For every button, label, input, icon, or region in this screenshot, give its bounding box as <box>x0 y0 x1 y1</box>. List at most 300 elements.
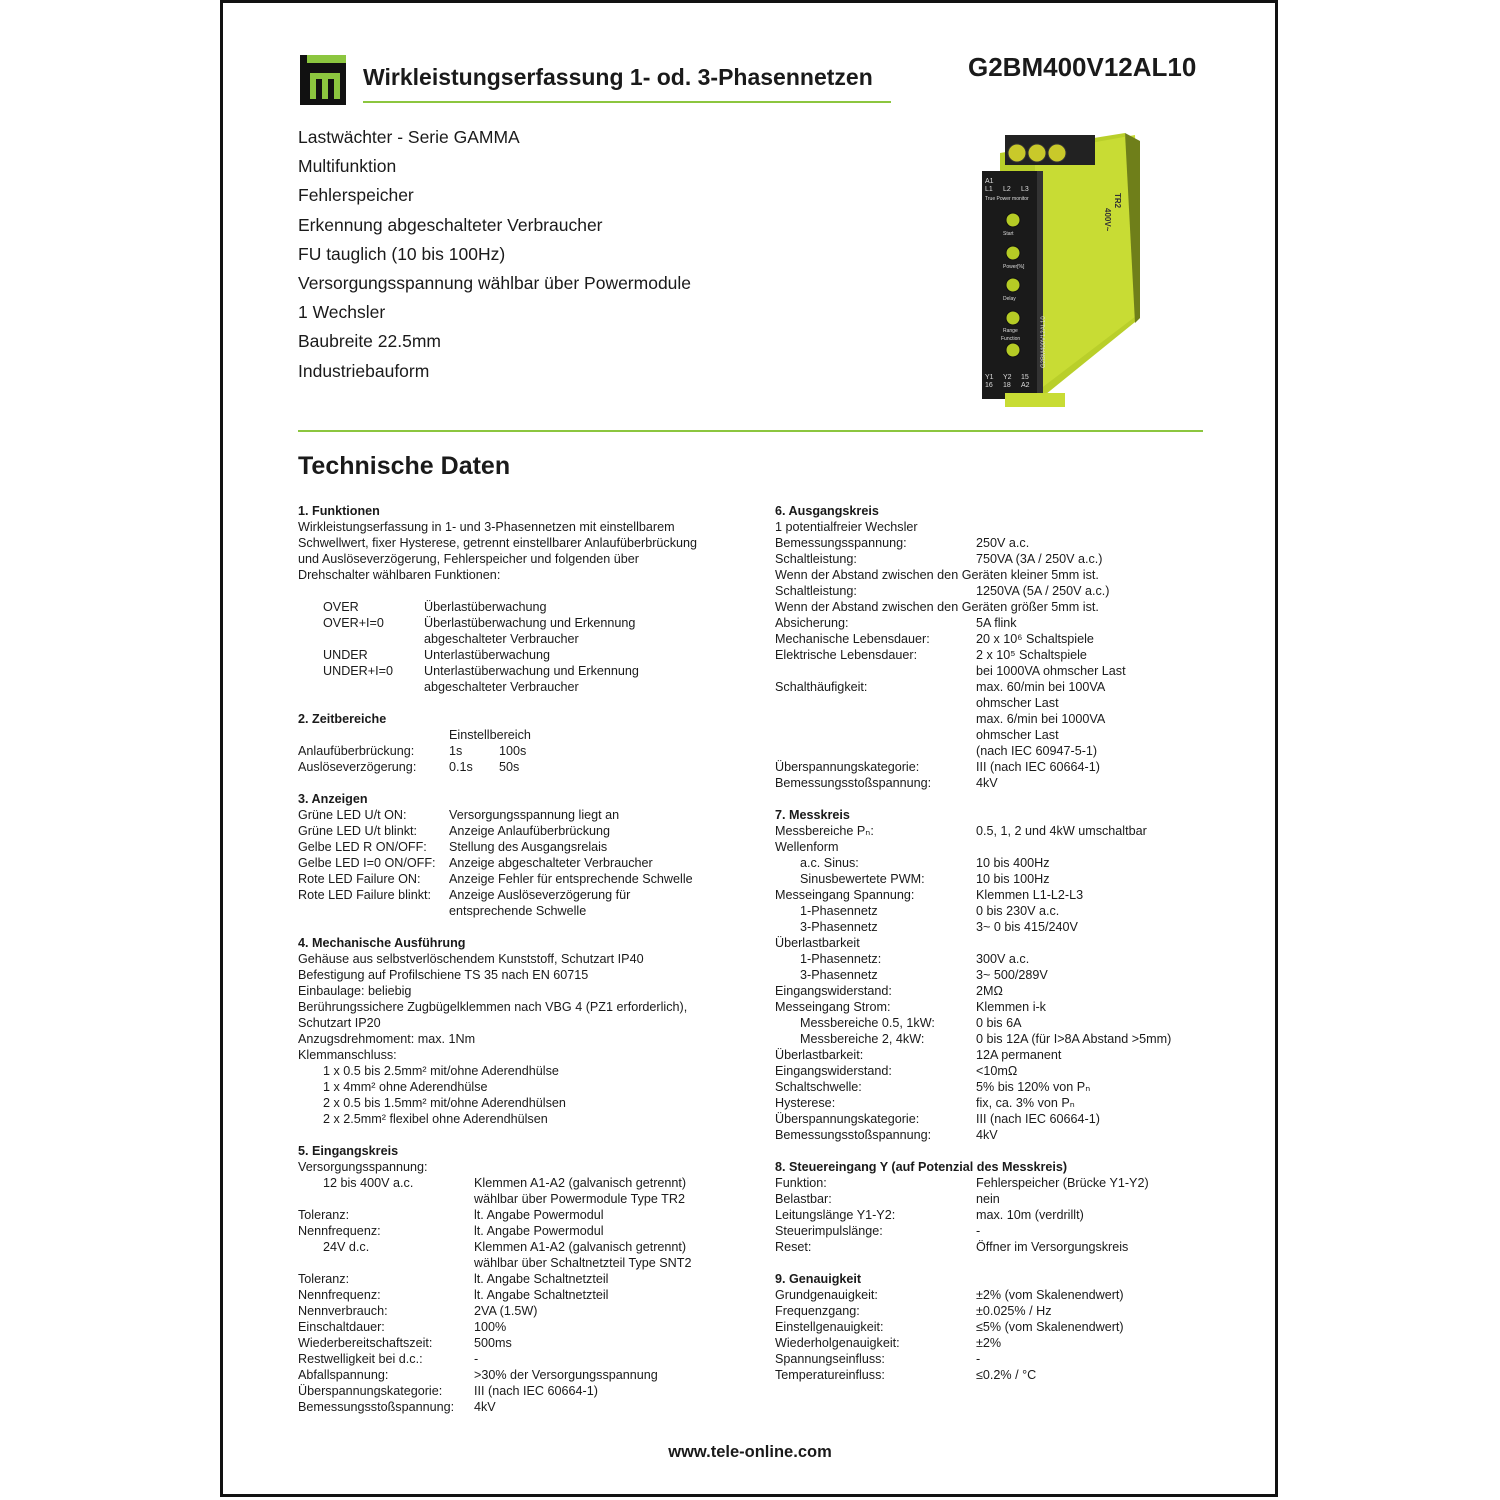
range-header: Einstellbereich <box>449 728 531 742</box>
data-row <box>298 1239 738 1255</box>
data-row <box>298 1191 738 1207</box>
terminal-label: A2 <box>1021 382 1030 389</box>
row-label: 3-Phasennetz <box>800 968 878 982</box>
row-value: fix, ca. 3% von Pₙ <box>976 1096 1075 1110</box>
terminal-label: L3 <box>1021 186 1029 193</box>
row-value: - <box>976 1352 981 1366</box>
data-row <box>775 1367 1195 1383</box>
row-label: Eingangswiderstand: <box>775 1064 892 1078</box>
row-value: bei 1000VA ohmscher Last <box>976 664 1126 678</box>
row-value: 2VA (1.5W) <box>474 1304 538 1318</box>
data-row <box>775 1319 1195 1335</box>
row-value: - <box>474 1352 479 1366</box>
row-label: Gelbe LED I=0 ON/OFF: <box>298 856 436 870</box>
section-heading: 2. Zeitbereiche <box>298 712 387 726</box>
row-value: >30% der Versorgungsspannung <box>474 1368 658 1382</box>
data-row <box>775 759 1195 775</box>
row-label: 24V d.c. <box>323 1240 370 1254</box>
paragraph-line: Befestigung auf Profilschiene TS 35 nach EN 60715 <box>298 968 589 982</box>
row-value: ±0.025% / Hz <box>976 1304 1052 1318</box>
row-value: 4kV <box>976 776 998 790</box>
section-heading: 3. Anzeigen <box>298 792 368 806</box>
row-value: entsprechende Schwelle <box>449 904 587 918</box>
data-row <box>775 1175 1195 1191</box>
row-label: Messeingang Strom: <box>775 1000 891 1014</box>
data-row <box>775 615 1195 631</box>
row-value: Öffner im Versorgungskreis <box>976 1240 1129 1254</box>
data-row <box>775 695 1195 711</box>
section-heading: 6. Ausgangskreis <box>775 504 879 518</box>
row-label: Überlastbarkeit <box>775 936 860 950</box>
data-row <box>775 967 1195 983</box>
data-row <box>298 1287 738 1303</box>
function-row <box>298 615 738 631</box>
row-label: Grüne LED U/t ON: <box>298 808 407 822</box>
row-value: lt. Angabe Schaltnetzteil <box>474 1288 609 1302</box>
row-value: 250V a.c. <box>976 536 1030 550</box>
function-name: OVER+I=0 <box>323 616 384 630</box>
data-row <box>298 1335 738 1351</box>
data-row <box>775 663 1195 679</box>
row-value: 4kV <box>976 1128 998 1142</box>
function-desc: abgeschalteter Verbraucher <box>424 680 579 694</box>
row-label: Schaltschwelle: <box>775 1080 862 1094</box>
spacer <box>775 791 1195 807</box>
data-row <box>775 839 1195 855</box>
row-label <box>775 727 976 743</box>
row-label: Restwelligkeit bei d.c.: <box>298 1352 423 1366</box>
paragraph-line: Anzugsdrehmoment: max. 1Nm <box>298 1032 476 1046</box>
row-value: Klemmen L1-L2-L3 <box>976 888 1084 902</box>
data-row <box>775 567 1195 583</box>
row-value <box>474 1159 738 1175</box>
row-value: <10mΩ <box>976 1064 1018 1078</box>
row-value: 10 bis 100Hz <box>976 872 1050 886</box>
row-value: Stellung des Ausgangsrelais <box>449 840 608 854</box>
row-label <box>298 1191 474 1207</box>
data-row <box>775 1031 1195 1047</box>
row-label: Abfallspannung: <box>298 1368 389 1382</box>
function-name <box>298 679 424 695</box>
data-row <box>775 1015 1195 1031</box>
row-value: ±2% (vom Skalenendwert) <box>976 1288 1124 1302</box>
row-label: Wellenform <box>775 840 839 854</box>
row-value: 0 bis 12A (für I>8A Abstand >5mm) <box>976 1032 1172 1046</box>
function-desc: Überlastüberwachung <box>424 600 547 614</box>
data-row <box>298 1255 738 1271</box>
data-row <box>298 871 738 887</box>
feature-item: FU tauglich (10 bis 100Hz) <box>298 243 506 264</box>
row-value: III (nach IEC 60664-1) <box>474 1384 598 1398</box>
section-heading: 5. Eingangskreis <box>298 1144 399 1158</box>
feature-item: Lastwächter - Serie GAMMA <box>298 127 520 147</box>
feature-item: 1 Wechsler <box>298 302 386 323</box>
row-label: Messbereiche 0.5, 1kW: <box>800 1016 935 1030</box>
row-value <box>976 839 1195 855</box>
product-code: G2BM400V12AL10 <box>968 52 1197 82</box>
row-label: Rote LED Failure blinkt: <box>298 888 431 902</box>
row-value: ≤0.2% / °C <box>976 1368 1037 1382</box>
data-row <box>298 1351 738 1367</box>
row-label: Messbereiche 2, 4kW: <box>800 1032 925 1046</box>
row-label: Absicherung: <box>775 616 849 630</box>
data-row <box>775 1303 1195 1319</box>
data-row <box>775 903 1195 919</box>
module-voltage: 400V~ <box>1103 208 1112 232</box>
data-row <box>298 887 738 903</box>
data-row <box>775 1239 1195 1255</box>
data-row <box>775 999 1195 1015</box>
row-value: wählbar über Powermodule Type TR2 <box>474 1192 685 1206</box>
time-row <box>298 759 738 775</box>
footer-url: www.tele-online.com <box>668 1443 832 1461</box>
data-row <box>775 1223 1195 1239</box>
row-value: 10 bis 400Hz <box>976 856 1050 870</box>
row-label: Versorgungsspannung: <box>298 1160 428 1174</box>
row-value: Anzeige Fehler für entsprechende Schwelle <box>449 872 693 886</box>
row-value: (nach IEC 60947-5-1) <box>976 744 1098 758</box>
data-row <box>298 1159 738 1175</box>
right-column <box>775 503 1195 1383</box>
data-row <box>775 1351 1195 1367</box>
row-label: Spannungseinfluss: <box>775 1352 885 1366</box>
row-label: Nennfrequenz: <box>298 1224 381 1238</box>
row-value: III (nach IEC 60664-1) <box>976 760 1100 774</box>
row-value: 0.5, 1, 2 und 4kW umschaltbar <box>976 824 1147 838</box>
range-max: 100s <box>499 744 527 758</box>
data-row <box>775 871 1195 887</box>
data-row <box>298 823 738 839</box>
row-label: Toleranz: <box>298 1208 350 1222</box>
row-label <box>775 663 976 679</box>
terminal-label: L2 <box>1003 186 1011 193</box>
paragraph-line: Berührungssichere Zugbügelklemmen nach VBG 4 (PZ1 erforderlich), <box>298 1000 688 1014</box>
row-label: Bemessungsspannung: <box>775 536 907 550</box>
row-value: Klemmen A1-A2 (galvanisch getrennt) <box>474 1176 687 1190</box>
row-label: Schaltleistung: <box>775 584 857 598</box>
row-label: Wiederbereitschaftszeit: <box>298 1336 433 1350</box>
data-row <box>775 1047 1195 1063</box>
data-row <box>775 519 1195 535</box>
knob-label: Power[%] <box>1003 264 1025 270</box>
row-label: a.c. Sinus: <box>800 856 859 870</box>
spacer <box>775 1143 1195 1159</box>
row-value: 300V a.c. <box>976 952 1030 966</box>
terminal-label: L1 <box>985 186 993 193</box>
range-min: 0.1s <box>449 760 473 774</box>
row-value: ±2% <box>976 1336 1002 1350</box>
row-value: Anzeige Auslöseverzögerung für <box>449 888 631 902</box>
row-label: Schalthäufigkeit: <box>775 680 868 694</box>
data-row <box>775 887 1195 903</box>
paragraph-line: Einbaulage: beliebig <box>298 984 412 998</box>
row-label <box>298 903 449 919</box>
row-label: Nennverbrauch: <box>298 1304 388 1318</box>
function-name <box>298 631 424 647</box>
function-desc: Überlastüberwachung und Erkennung <box>424 616 636 630</box>
row-value: 0 bis 6A <box>976 1016 1022 1030</box>
row-label: Frequenzgang: <box>775 1304 860 1318</box>
paragraph-line: Schwellwert, fixer Hysterese, getrennt einstellbarer Anlaufüberbrückung <box>298 536 698 550</box>
section-heading: 7. Messkreis <box>775 808 850 822</box>
function-name: UNDER <box>323 648 368 662</box>
data-row <box>775 951 1195 967</box>
row-label: Schaltleistung: <box>775 552 857 566</box>
function-row <box>298 663 738 679</box>
data-row <box>775 823 1195 839</box>
data-row <box>775 775 1195 791</box>
data-row <box>298 1399 738 1415</box>
data-row <box>775 1191 1195 1207</box>
row-label <box>298 1255 474 1271</box>
row-value: 750VA (3A / 250V a.c.) <box>976 552 1103 566</box>
row-value: 500ms <box>474 1336 512 1350</box>
device-brand: True Power monitor <box>985 196 1029 202</box>
row-label: Überspannungskategorie: <box>775 760 920 774</box>
module-label: TR2 <box>1113 193 1122 209</box>
data-row <box>775 679 1195 695</box>
data-row <box>298 1207 738 1223</box>
row-value: Klemmen i-k <box>976 1000 1046 1014</box>
row-label: Überlastbarkeit: <box>775 1048 864 1062</box>
row-value: - <box>976 1224 981 1238</box>
function-row <box>298 599 738 615</box>
tech-data-title: Technische Daten <box>298 452 511 480</box>
row-value: 3~ 0 bis 415/240V <box>976 920 1078 934</box>
paragraph-line: Klemmanschluss: <box>298 1048 397 1062</box>
data-row <box>775 1127 1195 1143</box>
row-value: 12A permanent <box>976 1048 1062 1062</box>
section-heading: 4. Mechanische Ausführung <box>298 936 466 950</box>
row-label: Wenn der Abstand zwischen den Geräten kleiner 5mm ist. <box>775 568 1099 582</box>
row-value: ≤5% (vom Skalenendwert) <box>976 1320 1124 1334</box>
knob-label: Function <box>1001 336 1021 342</box>
section-heading: 8. Steuereingang Y (auf Potenzial des Messkreis) <box>775 1160 1068 1174</box>
function-name: UNDER+I=0 <box>323 664 393 678</box>
row-label: Einstellgenauigkeit: <box>775 1320 884 1334</box>
data-row <box>298 1271 738 1287</box>
data-row <box>775 935 1195 951</box>
row-label: Anlaufüberbrückung: <box>298 744 415 758</box>
paragraph-line: Schutzart IP20 <box>298 1016 381 1030</box>
knob-label: Range <box>1003 328 1018 334</box>
function-row <box>298 679 738 695</box>
data-row <box>775 1287 1195 1303</box>
row-value: Anzeige abgeschalteter Verbraucher <box>449 856 653 870</box>
row-value: wählbar über Schaltnetzteil Type SNT2 <box>474 1256 692 1270</box>
device-side-code: G2BM400V12AL10 <box>1041 316 1047 368</box>
data-row <box>775 743 1195 759</box>
row-label <box>775 711 976 727</box>
row-value: Klemmen A1-A2 (galvanisch getrennt) <box>474 1240 687 1254</box>
row-label: Messbereiche Pₙ: <box>775 824 874 838</box>
row-label: Belastbar: <box>775 1192 832 1206</box>
section-divider <box>298 430 1203 432</box>
row-value: 20 x 10⁶ Schaltspiele <box>976 632 1094 646</box>
row-label: Rote LED Failure ON: <box>298 872 421 886</box>
row-value: III (nach IEC 60664-1) <box>976 1112 1100 1126</box>
row-label: Elektrische Lebensdauer: <box>775 648 918 662</box>
function-row <box>298 647 738 663</box>
row-label: Gelbe LED R ON/OFF: <box>298 840 427 854</box>
knob-label: Delay <box>1003 296 1016 302</box>
row-value: 5A flink <box>976 616 1017 630</box>
spacer <box>298 775 738 791</box>
feature-item: Baubreite 22.5mm <box>298 331 441 352</box>
row-value: max. 6/min bei 1000VA <box>976 712 1106 726</box>
row-label: Wenn der Abstand zwischen den Geräten größer 5mm ist. <box>775 600 1099 614</box>
data-row <box>298 903 738 919</box>
section-heading: 9. Genauigkeit <box>775 1272 862 1286</box>
data-row <box>775 1207 1195 1223</box>
data-row <box>775 855 1195 871</box>
row-label: 1-Phasennetz: <box>800 952 882 966</box>
data-row <box>775 919 1195 935</box>
data-row <box>775 727 1195 743</box>
data-row <box>775 1063 1195 1079</box>
row-label: Eingangswiderstand: <box>775 984 892 998</box>
row-value: 3~ 500/289V <box>976 968 1048 982</box>
data-row <box>298 1175 738 1191</box>
row-label: Reset: <box>775 1240 812 1254</box>
row-value: Fehlerspeicher (Brücke Y1-Y2) <box>976 1176 1149 1190</box>
spacer <box>775 1255 1195 1271</box>
row-value: 2 x 10⁵ Schaltspiele <box>976 648 1087 662</box>
row-label: Hysterese: <box>775 1096 836 1110</box>
row-label: 1-Phasennetz <box>800 904 878 918</box>
row-value: 1250VA (5A / 250V a.c.) <box>976 584 1110 598</box>
row-label: Steuerimpulslänge: <box>775 1224 883 1238</box>
terminal-label: Y1 <box>985 374 994 381</box>
spacer <box>298 1127 738 1143</box>
data-row <box>775 1111 1195 1127</box>
data-row <box>298 807 738 823</box>
paragraph-line: Gehäuse aus selbstverlöschendem Kunststoff, Schutzart IP40 <box>298 952 644 966</box>
function-desc: abgeschalteter Verbraucher <box>424 632 579 646</box>
row-label: Wiederholgenauigkeit: <box>775 1336 900 1350</box>
feature-item: Industriebauform <box>298 360 430 381</box>
row-label: Grundgenauigkeit: <box>775 1288 878 1302</box>
terminal-spec: 1 x 4mm² ohne Aderendhülse <box>323 1080 488 1094</box>
title-underline <box>363 101 891 103</box>
data-row <box>775 583 1195 599</box>
paragraph-line: und Auslöseverzögerung, Fehlerspeicher und folgenden über <box>298 552 639 566</box>
paragraph-line: Drehschalter wählbaren Funktionen: <box>298 568 501 582</box>
feature-item: Multifunktion <box>298 156 397 177</box>
row-value: 4kV <box>474 1400 496 1414</box>
function-row <box>298 631 738 647</box>
data-row <box>298 839 738 855</box>
feature-item: Fehlerspeicher <box>298 185 414 206</box>
terminal-label: 16 <box>985 382 993 389</box>
range-min: 1s <box>449 744 463 758</box>
row-label: Grüne LED U/t blinkt: <box>298 824 417 838</box>
data-row <box>298 1319 738 1335</box>
knob-label: Start <box>1003 231 1014 237</box>
row-value: nein <box>976 1192 1000 1206</box>
row-label: Überspannungskategorie: <box>298 1384 443 1398</box>
row-value: 5% bis 120% von Pₙ <box>976 1080 1091 1094</box>
row-value: max. 60/min bei 100VA <box>976 680 1106 694</box>
page-title: Wirkleistungserfassung 1- od. 3-Phasennetzen <box>363 64 873 90</box>
row-label: Auslöseverzögerung: <box>298 760 417 774</box>
row-label <box>775 695 976 711</box>
paragraph-line: Wirkleistungserfassung in 1- und 3-Phasennetzen mit einstellbarem <box>298 520 675 534</box>
row-label: Überspannungskategorie: <box>775 1112 920 1126</box>
data-row <box>775 631 1195 647</box>
data-row <box>775 983 1195 999</box>
data-row <box>775 647 1195 663</box>
data-row <box>775 1335 1195 1351</box>
section-heading: 1. Funktionen <box>298 504 380 518</box>
terminal-label: 18 <box>1003 382 1011 389</box>
row-value: ohmscher Last <box>976 728 1059 742</box>
data-row <box>298 855 738 871</box>
data-row <box>775 599 1195 615</box>
row-value: ohmscher Last <box>976 696 1059 710</box>
row-value: 2MΩ <box>976 984 1003 998</box>
feature-item: Erkennung abgeschalteter Verbraucher <box>298 214 603 235</box>
row-value: lt. Angabe Powermodul <box>474 1224 604 1238</box>
row-label: Bemessungsstoßspannung: <box>775 1128 932 1142</box>
data-row <box>775 551 1195 567</box>
data-row <box>775 1095 1195 1111</box>
data-row <box>775 535 1195 551</box>
spacer <box>298 583 738 599</box>
function-name: OVER <box>323 600 359 614</box>
data-row <box>298 1367 738 1383</box>
data-row <box>298 1303 738 1319</box>
row-value: lt. Angabe Schaltnetzteil <box>474 1272 609 1286</box>
row-label: 1 potentialfreier Wechsler <box>775 520 918 534</box>
row-label: 12 bis 400V a.c. <box>323 1176 414 1190</box>
terminal-label: A1 <box>985 178 994 185</box>
left-column <box>298 503 738 1415</box>
data-row <box>775 1079 1195 1095</box>
row-label: Leitungslänge Y1-Y2: <box>775 1208 896 1222</box>
row-value: 0 bis 230V a.c. <box>976 904 1060 918</box>
function-desc: Unterlastüberwachung und Erkennung <box>424 664 639 678</box>
spacer <box>298 695 738 711</box>
data-row <box>298 1383 738 1399</box>
data-row <box>298 1223 738 1239</box>
row-label: Bemessungsstoßspannung: <box>775 776 932 790</box>
range-max: 50s <box>499 760 520 774</box>
product-image <box>975 123 1150 413</box>
row-label: Funktion: <box>775 1176 827 1190</box>
spacer <box>298 919 738 935</box>
row-label: Temperatureinfluss: <box>775 1368 885 1382</box>
function-desc: Unterlastüberwachung <box>424 648 551 662</box>
row-value: Versorgungsspannung liegt an <box>449 808 620 822</box>
terminal-spec: 1 x 0.5 bis 2.5mm² mit/ohne Aderendhülse <box>323 1064 559 1078</box>
feature-list <box>298 126 691 389</box>
row-value: 100% <box>474 1320 507 1334</box>
row-label: Einschaltdauer: <box>298 1320 385 1334</box>
row-value: Anzeige Anlaufüberbrückung <box>449 824 611 838</box>
terminal-spec: 2 x 0.5 bis 1.5mm² mit/ohne Aderendhülsen <box>323 1096 566 1110</box>
terminal-label: 15 <box>1021 374 1029 381</box>
time-row <box>298 743 738 759</box>
terminal-label: Y2 <box>1003 374 1012 381</box>
row-value <box>976 935 1195 951</box>
row-label <box>775 743 976 759</box>
tele-logo <box>300 55 346 105</box>
row-label: Toleranz: <box>298 1272 350 1286</box>
terminal-spec: 2 x 2.5mm² flexibel ohne Aderendhülsen <box>323 1112 548 1126</box>
row-label: Mechanische Lebensdauer: <box>775 632 930 646</box>
row-label: 3-Phasennetz <box>800 920 878 934</box>
